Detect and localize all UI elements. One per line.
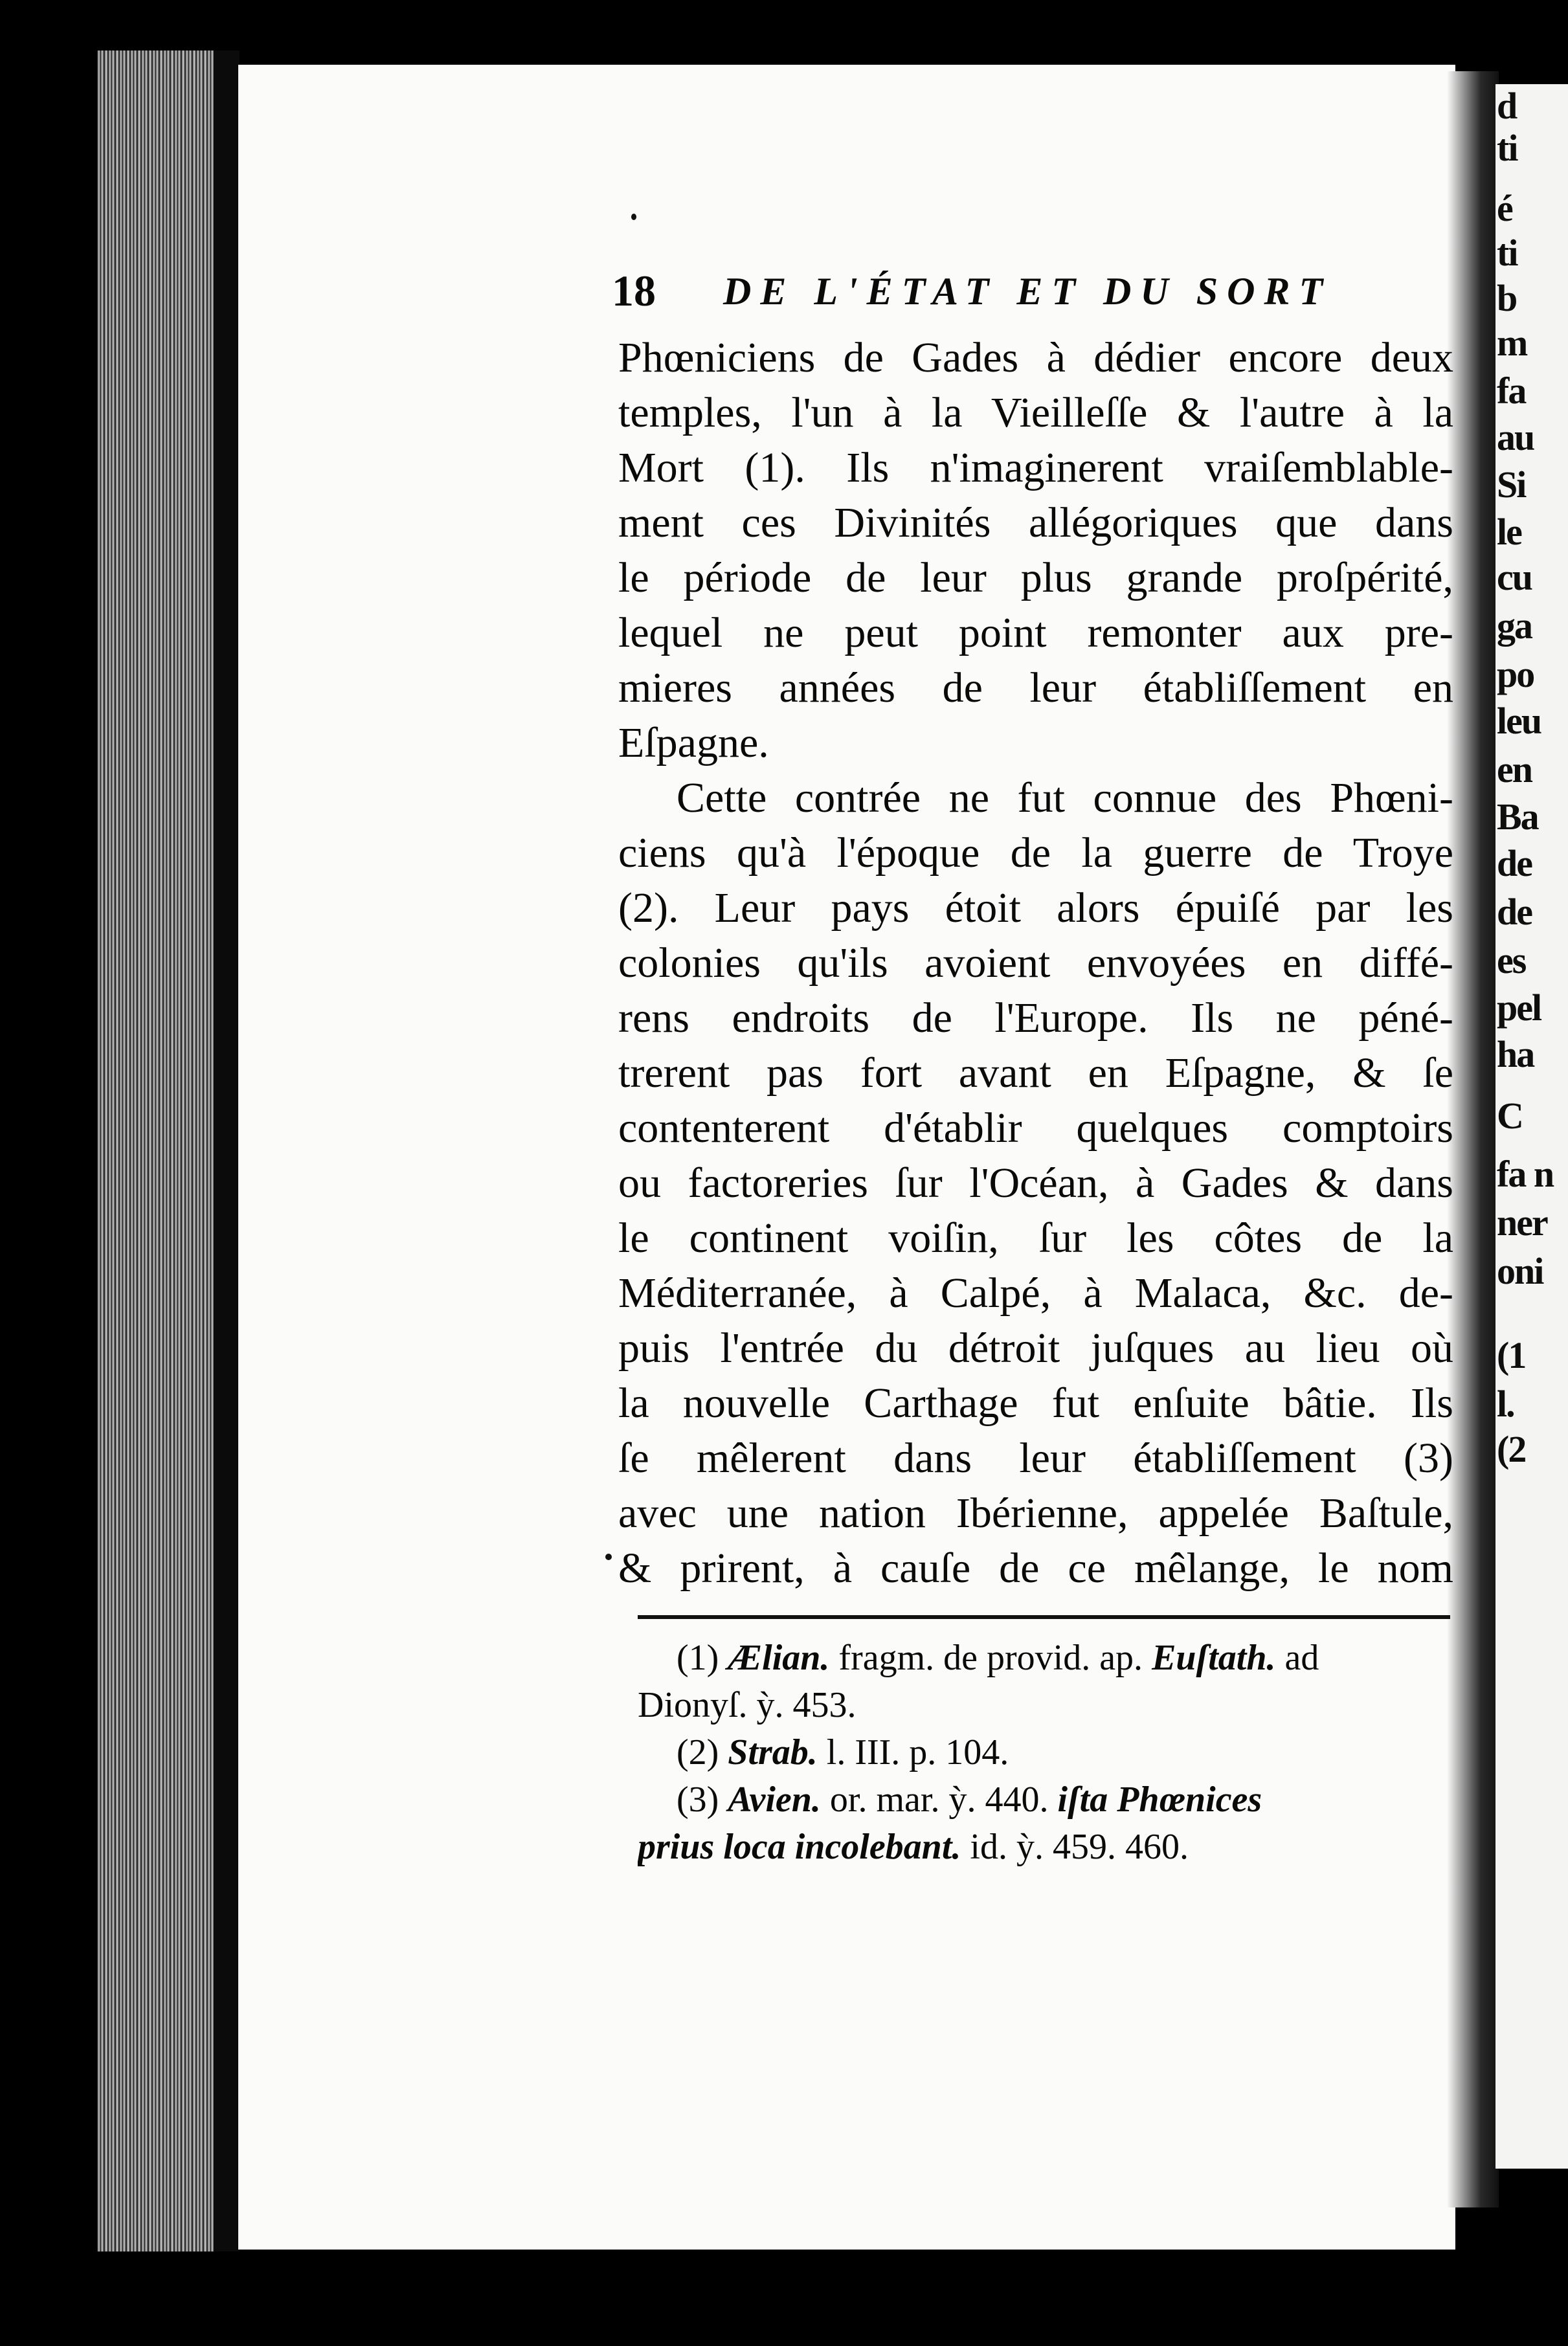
footnote-1-continued: Dionyſ. ỳ. 453. (638, 1685, 857, 1725)
footnote-1: (1) Ælian. fragm. de provid. ap. Euſtath. ad (677, 1638, 1319, 1678)
text-line: la nouvelle Carthage fut enſuite bâtie. Ils (618, 1380, 1453, 1427)
adjacent-page-fragment: de (1497, 891, 1532, 933)
text-line: le continent voiſin, ſur les côtes de la (618, 1214, 1453, 1262)
adjacent-page-fragment: le (1497, 511, 1521, 553)
text-line: contenterent d'établir quelques comptoirs (618, 1104, 1453, 1152)
text-line: Eſpagne. (618, 719, 769, 766)
footnotes (638, 1635, 1453, 1871)
text-line: ciens qu'à l'époque de la guerre de Troye (618, 829, 1453, 877)
adjacent-page-fragment: é (1497, 187, 1512, 229)
adjacent-page-fragment: fa (1497, 370, 1526, 412)
adjacent-page-fragment: (2 (1497, 1428, 1526, 1470)
text-line: lequel ne peut point remonter aux pre- (618, 609, 1453, 656)
adjacent-page-fragment: au (1497, 416, 1534, 458)
text-line: puis l'entrée du détroit juſques au lieu où (618, 1324, 1453, 1372)
adjacent-page-fragment: b (1497, 277, 1517, 319)
text-line: trerent pas fort avant en Eſpagne, & ſe (618, 1049, 1453, 1097)
adjacent-page-fragment: cu (1497, 556, 1532, 598)
page-number: 18 (612, 266, 656, 315)
adjacent-page-fragment: Si (1497, 464, 1526, 506)
adjacent-page-fragment: ti (1497, 127, 1518, 169)
adjacent-page-fragment: ha (1497, 1033, 1534, 1075)
text-line: ou factoreries ſur l'Océan, à Gades & dans (618, 1159, 1453, 1207)
adjacent-page-fragment: C (1497, 1095, 1523, 1137)
adjacent-page-fragment: l. (1497, 1383, 1514, 1425)
ink-speck (631, 214, 636, 220)
adjacent-page-fragment: es (1497, 939, 1526, 981)
footnote-2: (2) Strab. l. III. p. 104. (677, 1732, 1009, 1772)
text-line: & prirent, à cauſe de ce mêlange, le nom (618, 1545, 1453, 1592)
text-line: mieres années de leur établiſſement en (618, 664, 1453, 711)
body-text (618, 330, 1453, 1596)
adjacent-page-fragment: oni (1497, 1250, 1543, 1292)
footnote-rule (638, 1615, 1450, 1619)
adjacent-page-fragment: leu (1497, 700, 1541, 742)
running-head: DE L'ÉTAT ET DU SORT (723, 270, 1332, 313)
adjacent-page-fragment: en (1497, 748, 1532, 790)
adjacent-page-fragment: (1 (1497, 1334, 1526, 1376)
footnote-3-continued: prius loca incolebant. id. ỳ. 459. 460. (638, 1827, 1189, 1867)
text-line: ment ces Divinités allégoriques que dans (618, 499, 1453, 546)
footnote-3: (3) Avien. or. mar. ỳ. 440. iſta Phœnices (677, 1780, 1262, 1820)
text-line: temples, l'un à la Vieilleſſe & l'autre à la (618, 389, 1453, 436)
adjacent-page-fragment: de (1497, 842, 1532, 884)
adjacent-page-fragment: ga (1497, 605, 1532, 647)
page-gutter (1447, 71, 1499, 2207)
adjacent-page-fragment: pel (1497, 987, 1541, 1029)
adjacent-page (1495, 84, 1568, 2169)
adjacent-page-fragment: fa n (1497, 1153, 1554, 1195)
text-line: Mort (1). Ils n'imaginerent vraiſemblable- (618, 444, 1453, 491)
text-line: rens endroits de l'Europe. Ils ne péné- (618, 994, 1453, 1042)
text-line: colonies qu'ils avoient envoyées en diffé- (618, 939, 1453, 987)
text-line: ſe mêlerent dans leur établiſſement (3) (618, 1435, 1453, 1482)
adjacent-page-fragment: ti (1497, 232, 1518, 274)
adjacent-page-fragment: Ba (1497, 796, 1538, 838)
text-line: le période de leur plus grande proſpérité, (618, 554, 1453, 601)
page-header (612, 265, 1447, 317)
ink-speck (605, 1554, 612, 1560)
text-line: Cette contrée ne fut connue des Phœni- (677, 774, 1453, 821)
adjacent-page-fragment: ner (1497, 1201, 1547, 1244)
text-line: avec une nation Ibérienne, appelée Baſtule, (618, 1490, 1453, 1537)
text-line: Méditerranée, à Calpé, à Malaca, &c. de- (618, 1269, 1453, 1317)
text-line: Phœniciens de Gades à dédier encore deux (618, 334, 1453, 381)
adjacent-page-fragment: m (1497, 322, 1527, 364)
adjacent-page-fragment: d (1497, 85, 1517, 127)
adjacent-page-fragment: po (1497, 653, 1534, 695)
fore-edge-shadow (214, 50, 240, 2251)
text-line: (2). Leur pays étoit alors épuiſé par les (618, 884, 1453, 932)
